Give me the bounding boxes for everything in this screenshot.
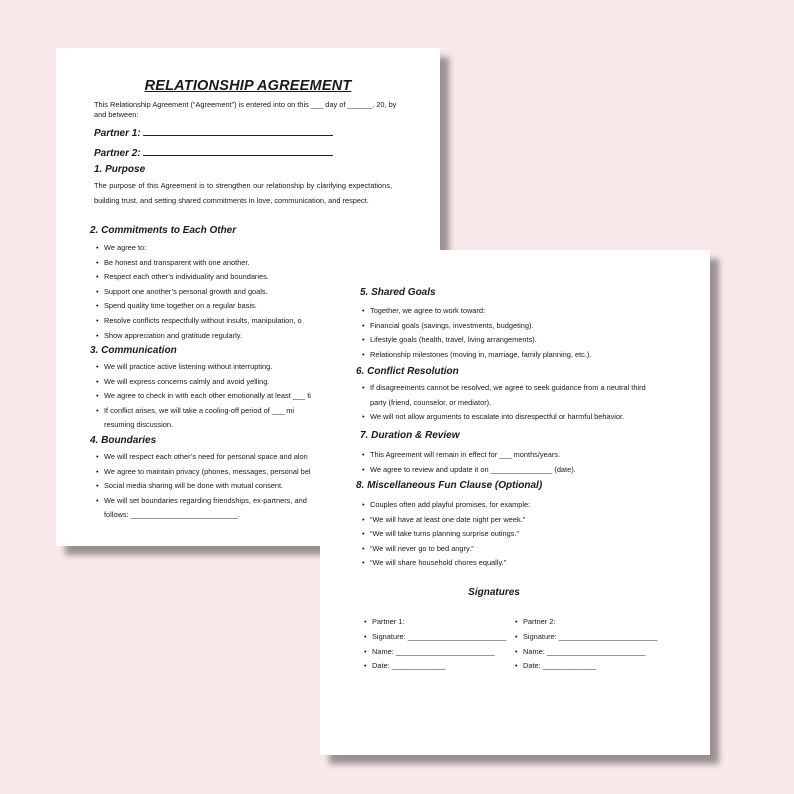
list-item: • We will not allow arguments to escalate into disrespectful or harmful behavior.: [362, 410, 646, 425]
list-item: • We will respect each other’s need for personal space and alon: [96, 450, 311, 465]
list-item: • We will express concerns calmly and avoid yelling.: [96, 375, 311, 390]
signature-block-left: [364, 615, 506, 674]
list-item: • We agree to maintain privacy (phones, messages, personal bel: [96, 465, 311, 480]
partner-2-field: [94, 146, 333, 159]
partner-2-label: Partner 2:: [94, 148, 141, 159]
agreement-page-2: [320, 250, 710, 755]
section-3-list: [96, 360, 311, 433]
section-6-list: [362, 381, 646, 425]
list-item: • Show appreciation and gratitude regularly.: [96, 329, 302, 344]
list-item: • Lifestyle goals (health, travel, living arrangements).: [362, 333, 591, 348]
intro-text: This Relationship Agreement (“Agreement”) is entered into on this ___ day of ______, 20, by and between:: [94, 100, 397, 119]
name-line: • Name: ________________________: [515, 645, 657, 660]
list-item: • “We will take turns planning surprise outings.”: [362, 527, 530, 542]
list-item: • This Agreement will remain in effect for ___ months/years.: [362, 448, 576, 463]
list-item: • Spend quality time together on a regular basis.: [96, 299, 302, 314]
partner-1-line: [143, 126, 333, 136]
list-item: • Resolve conflicts respectfully without insults, manipulation, o: [96, 314, 302, 329]
section-4-heading: 4. Boundaries: [90, 435, 157, 446]
document-title: RELATIONSHIP AGREEMENT: [144, 78, 352, 94]
partner-2-signature-label: • Partner 2:: [515, 615, 657, 630]
list-item: • Financial goals (savings, investments, budgeting).: [362, 319, 591, 334]
signature-line: • Signature: ________________________: [364, 630, 506, 645]
list-item: • We agree to check in with each other emotionally at least ___ ti: [96, 389, 311, 404]
list-item: • We agree to review and update it on _______________ (date).: [362, 463, 576, 478]
partner-1-signature-label: • Partner 1:: [364, 615, 506, 630]
list-item: • “We will have at least one date night per week.”: [362, 513, 530, 528]
section-1-text: The purpose of this Agreement is to strengthen our relationship by clarifying expectations, building trust, and setting shared commitments in love, communication, and respect.: [94, 181, 392, 205]
section-4-list: [96, 450, 311, 523]
list-item: • “We will share household chores equally.”: [362, 556, 530, 571]
date-line: • Date: _____________: [515, 659, 657, 674]
section-5-heading: 5. Shared Goals: [360, 287, 436, 298]
partner-2-line: [143, 146, 333, 156]
signatures-heading: Signatures: [468, 587, 520, 598]
list-item: • “We will never go to bed angry.”: [362, 542, 530, 557]
list-item-continuation: party (friend, counselor, or mediator).: [370, 397, 492, 407]
section-2-list: [96, 241, 302, 343]
list-item: • Together, we agree to work toward:: [362, 304, 591, 319]
list-item: • We will set boundaries regarding friendships, ex-partners, and: [96, 494, 311, 509]
signature-block-right: [515, 615, 657, 674]
list-item: • Couples often add playful promises, for example:: [362, 498, 530, 513]
section-2-heading: 2. Commitments to Each Other: [90, 225, 237, 236]
list-item: • Support one another’s personal growth and goals.: [96, 285, 302, 300]
list-item-continuation: follows: __________________________.: [104, 510, 240, 520]
list-item: • Respect each other’s individuality and boundaries.: [96, 270, 302, 285]
section-8-heading: 8. Miscellaneous Fun Clause (Optional): [356, 480, 543, 491]
list-item: • Be honest and transparent with one another.: [96, 256, 302, 271]
list-item: • Social media sharing will be done with mutual consent.: [96, 479, 311, 494]
list-item: • If disagreements cannot be resolved, we agree to seek guidance from a neutral third: [362, 381, 646, 396]
partner-1-field: [94, 126, 333, 139]
date-line: • Date: _____________: [364, 659, 506, 674]
section-1-heading: 1. Purpose: [94, 164, 146, 175]
list-item-continuation: resuming discussion.: [104, 420, 174, 430]
section-7-list: [362, 448, 576, 477]
signature-line: • Signature: ________________________: [515, 630, 657, 645]
section-3-heading: 3. Communication: [90, 345, 177, 356]
partner-1-label: Partner 1:: [94, 128, 141, 139]
name-line: • Name: ________________________: [364, 645, 506, 660]
list-item: • We will practice active listening without interrupting.: [96, 360, 311, 375]
section-7-heading: 7. Duration & Review: [360, 430, 460, 441]
section-6-heading: 6. Conflict Resolution: [356, 366, 459, 377]
section-8-list: [362, 498, 530, 571]
list-item: • We agree to:: [96, 241, 302, 256]
list-item: • If conflict arises, we will take a cooling-off period of ___ mi: [96, 404, 311, 419]
list-item: • Relationship milestones (moving in, marriage, family planning, etc.).: [362, 348, 591, 363]
section-5-list: [362, 304, 591, 362]
